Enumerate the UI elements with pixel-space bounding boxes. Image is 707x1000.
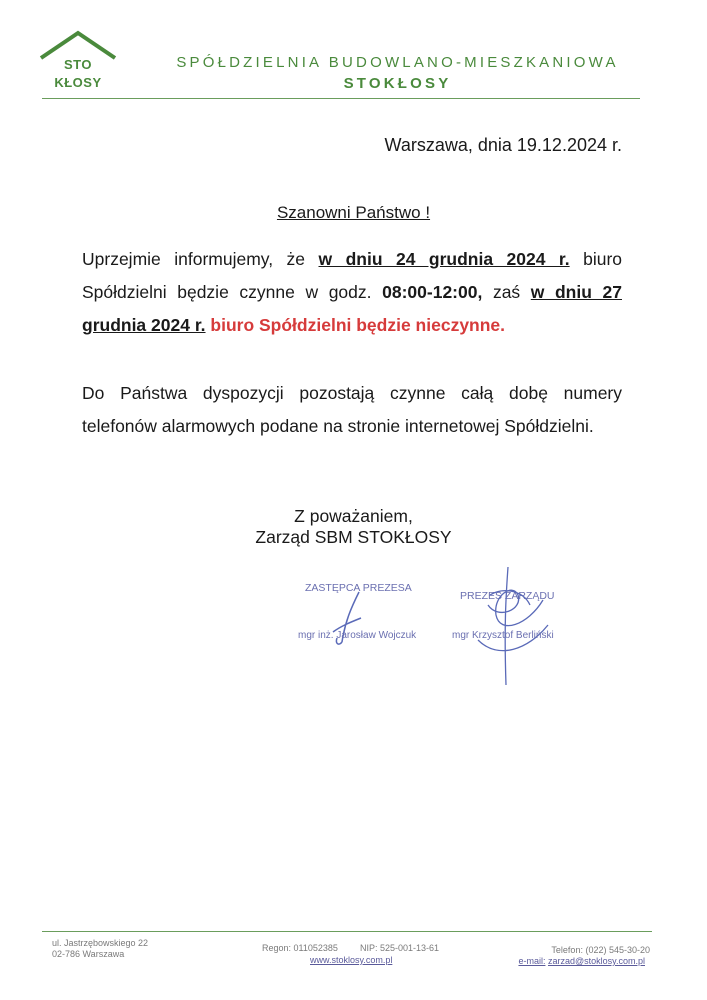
- footer-address: [52, 938, 148, 960]
- header-divider: [42, 98, 640, 99]
- footer-nip: NIP: 525-001-13-61: [360, 943, 440, 953]
- left-signature-title: ZASTĘPCA PREZESA: [305, 582, 412, 594]
- right-signatory-name: mgr Krzysztof Berliński: [452, 630, 554, 641]
- closing-signatory: Zarząd SBM STOKŁOSY: [255, 527, 452, 547]
- p1-text-2: biuro Spółdzielni będzie czynne w godz.: [82, 249, 622, 302]
- organization-subtitle: STOKŁOSY: [343, 75, 452, 92]
- p1-text-1: Uprzejmie informujemy, że: [82, 249, 319, 269]
- closing-regards: Z poważaniem,: [294, 506, 413, 526]
- p1-text-3: zaś: [482, 282, 531, 302]
- right-signature-title: PREZES ZARZĄDU: [460, 590, 555, 602]
- footer-phone: Telefon: (022) 545-30-20: [551, 945, 650, 955]
- footer-website-link[interactable]: www.stoklosy.com.pl: [310, 955, 393, 965]
- footer-city: 02-786 Warszawa: [52, 949, 125, 959]
- paragraph-schedule: [82, 243, 622, 342]
- footer-regon: Regon: 011052385: [262, 943, 338, 953]
- office-closed-notice: biuro Spółdzielni będzie nieczynne.: [210, 315, 506, 335]
- footer-email-row: [518, 956, 645, 967]
- date-24-december: w dniu 24 grudnia 2024 r.: [318, 249, 570, 269]
- office-hours: 08:00-12:00,: [382, 282, 483, 302]
- logo-line-2: KŁOSY: [54, 75, 102, 90]
- logo-line-1: STO: [64, 57, 92, 72]
- right-handwritten-signature: [468, 565, 558, 690]
- house-roof-icon: [38, 30, 118, 60]
- letter-date: Warszawa, dnia 19.12.2024 r.: [384, 135, 622, 155]
- date-27-december: w dniu 27 grudnia 2024 r.: [82, 282, 622, 335]
- greeting: Szanowni Państwo !: [276, 203, 431, 222]
- left-signatory-name: mgr inż. Jarosław Wojczuk: [298, 630, 417, 641]
- organization-name: SPÓŁDZIELNIA BUDOWLANO-MIESZKANIOWA: [176, 54, 619, 71]
- footer-street: ul. Jastrzębowskiego 22: [52, 938, 149, 948]
- logo: [38, 30, 118, 92]
- paragraph-emergency: Do Państwa dyspozycji pozostają czynne całą dobę numery telefonów alarmowych podane na stronie internetowej Spółdzielni.: [82, 383, 622, 436]
- footer-email-link[interactable]: zarzad@stoklosy.com.pl: [547, 956, 645, 966]
- footer-divider: [42, 931, 652, 932]
- footer-email-label: e-mail:: [518, 956, 546, 966]
